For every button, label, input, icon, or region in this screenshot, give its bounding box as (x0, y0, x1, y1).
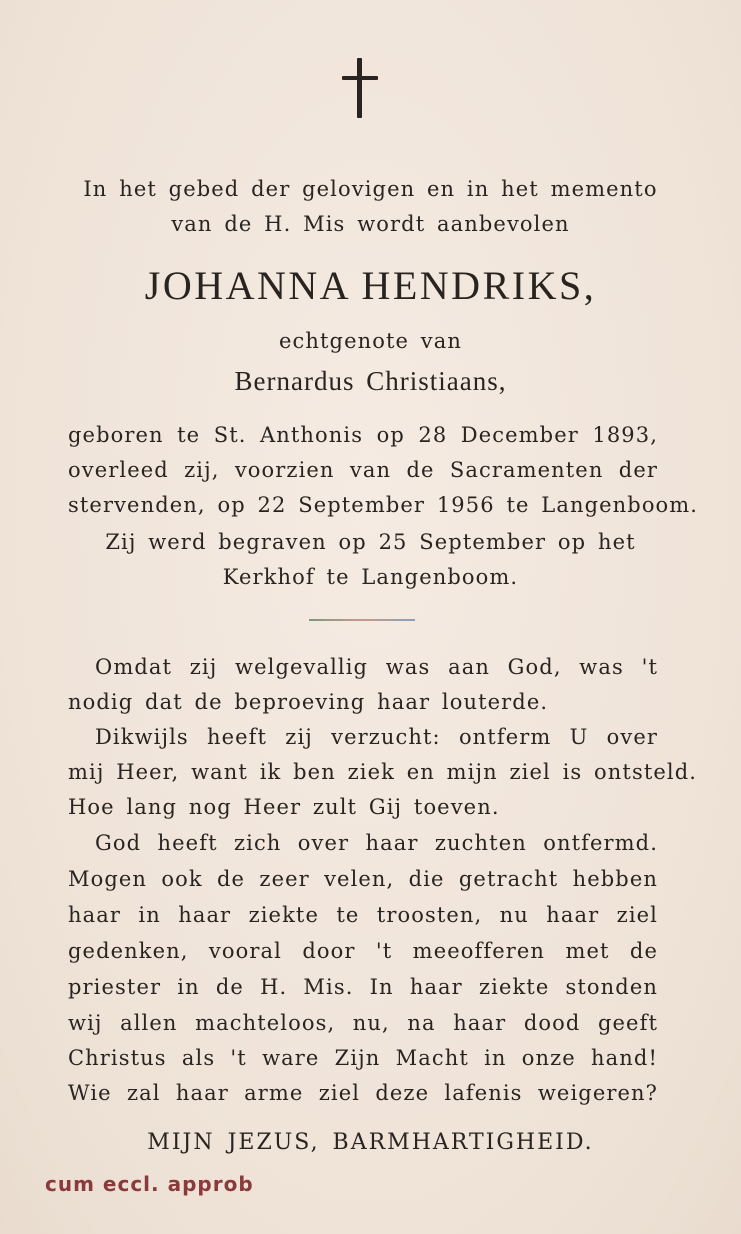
relation-text: echtgenote van (278, 329, 463, 353)
meditation-line-6: God heeft zich over haar zuchten ontfermd. (95, 831, 658, 855)
intro-line-1: In het gebed der gelovigen en in het memento (83, 177, 658, 201)
meditation-line-12: Christus als 't ware Zijn Macht in onze hand! (68, 1046, 658, 1070)
approbation-stamp: cum eccl. approb (45, 1172, 254, 1196)
meditation-line-13: Wie zal haar arme ziel deze lafenis weigeren? (68, 1081, 658, 1105)
meditation-line-10: priester in de H. Mis. In haar ziekte stonden (68, 975, 658, 999)
meditation-line-7: Mogen ook de zeer velen, die getracht hebben (68, 867, 658, 891)
biography-line-3: stervenden, op 22 September 1956 te Langenboom. (68, 493, 699, 517)
meditation-line-4: mij Heer, want ik ben ziek en mijn ziel is ontsteld. (68, 760, 698, 784)
deceased-name: JOHANNA HENDRIKS, (144, 263, 597, 308)
meditation-line-11: wij allen machteloos, nu, na haar dood geeft (68, 1011, 658, 1035)
meditation-line-8: haar in haar ziekte te troosten, nu haar ziel (68, 903, 658, 927)
biography-line-5: Kerkhof te Langenboom. (222, 565, 519, 589)
intro-line-2: van de H. Mis wordt aanbevolen (171, 212, 570, 236)
meditation-line-1: Omdat zij welgevallig was aan God, was 't (95, 655, 658, 679)
meditation-line-2: nodig dat de beproeving haar louterde. (68, 690, 549, 714)
cross-icon (342, 58, 378, 120)
meditation-line-3: Dikwijls heeft zij verzucht: ontferm U over (95, 725, 658, 749)
meditation-line-5: Hoe lang nog Heer zult Gij toeven. (68, 795, 500, 819)
closing-prayer: MIJN JEZUS, BARMHARTIGHEID. (147, 1130, 594, 1155)
spouse-name: Bernardus Christiaans, (234, 366, 507, 396)
biography-line-1: geboren te St. Anthonis op 28 December 1893, (68, 423, 658, 447)
meditation-line-9: gedenken, vooral door 't meeofferen met de (68, 939, 658, 963)
biography-line-4: Zij werd begraven op 25 September op het (105, 530, 636, 554)
biography-line-2: overleed zij, voorzien van de Sacramenten der (68, 458, 658, 482)
divider (309, 619, 415, 621)
